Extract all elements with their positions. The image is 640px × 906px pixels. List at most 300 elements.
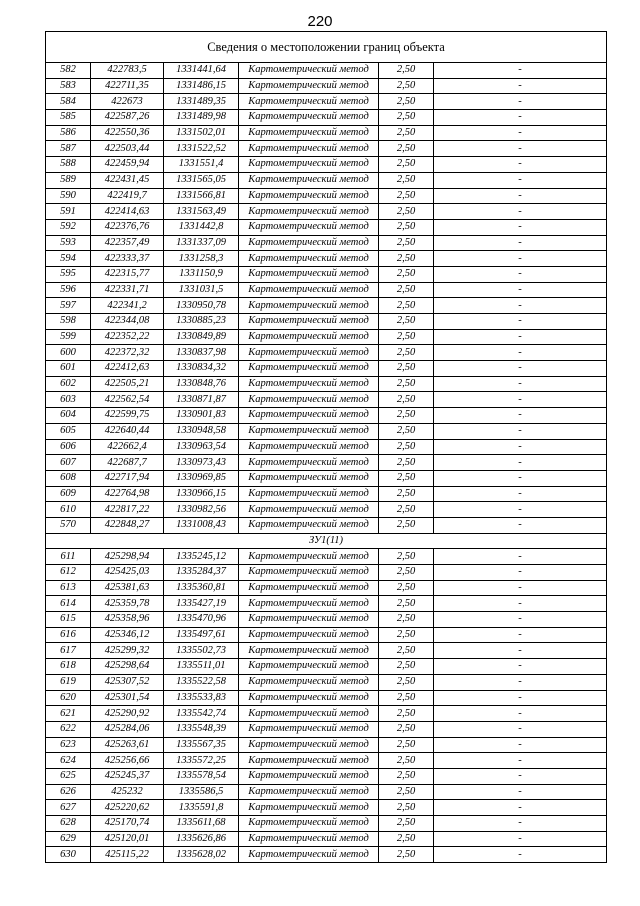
table-row xyxy=(46,172,607,188)
method-cell: Картометрический метод xyxy=(239,110,379,126)
description-cell: - xyxy=(434,753,607,769)
coordinate-y: 1330982,56 xyxy=(164,502,239,518)
coordinate-y: 1331258,3 xyxy=(164,251,239,267)
coordinate-x: 425115,22 xyxy=(91,847,164,863)
method-cell: Картометрический метод xyxy=(239,63,379,79)
coordinate-x: 425307,52 xyxy=(91,674,164,690)
description-cell: - xyxy=(434,361,607,377)
coordinate-y: 1335470,96 xyxy=(164,612,239,628)
description-cell: - xyxy=(434,784,607,800)
point-number: 614 xyxy=(46,596,91,612)
description-cell: - xyxy=(434,423,607,439)
point-number: 622 xyxy=(46,721,91,737)
precision-cell: 2,50 xyxy=(379,235,434,251)
coordinate-y: 1331502,01 xyxy=(164,125,239,141)
coordinate-y: 1331442,8 xyxy=(164,219,239,235)
point-number: 619 xyxy=(46,674,91,690)
coordinate-x: 425381,63 xyxy=(91,580,164,596)
method-cell: Картометрический метод xyxy=(239,643,379,659)
table-row xyxy=(46,580,607,596)
coordinate-x: 425299,32 xyxy=(91,643,164,659)
precision-cell: 2,50 xyxy=(379,721,434,737)
point-number: 618 xyxy=(46,659,91,675)
coordinate-x: 422459,94 xyxy=(91,157,164,173)
coordinate-y: 1331031,5 xyxy=(164,282,239,298)
coordinate-x: 422315,77 xyxy=(91,266,164,282)
point-number: 602 xyxy=(46,376,91,392)
coordinate-x: 422341,2 xyxy=(91,298,164,314)
description-cell: - xyxy=(434,706,607,722)
precision-cell: 2,50 xyxy=(379,768,434,784)
coordinate-y: 1330973,43 xyxy=(164,455,239,471)
coordinate-x: 422505,21 xyxy=(91,376,164,392)
coordinate-y: 1330871,87 xyxy=(164,392,239,408)
precision-cell: 2,50 xyxy=(379,816,434,832)
precision-cell: 2,50 xyxy=(379,392,434,408)
precision-cell: 2,50 xyxy=(379,737,434,753)
method-cell: Картометрический метод xyxy=(239,314,379,330)
method-cell: Картометрический метод xyxy=(239,580,379,596)
method-cell: Картометрический метод xyxy=(239,408,379,424)
precision-cell: 2,50 xyxy=(379,376,434,392)
method-cell: Картометрический метод xyxy=(239,188,379,204)
precision-cell: 2,50 xyxy=(379,314,434,330)
coordinate-x: 425298,64 xyxy=(91,659,164,675)
table-row xyxy=(46,816,607,832)
point-number: 607 xyxy=(46,455,91,471)
coordinate-x: 425256,66 xyxy=(91,753,164,769)
coordinate-y: 1331566,81 xyxy=(164,188,239,204)
method-cell: Картометрический метод xyxy=(239,361,379,377)
table-row xyxy=(46,674,607,690)
description-cell: - xyxy=(434,63,607,79)
precision-cell: 2,50 xyxy=(379,110,434,126)
point-number: 630 xyxy=(46,847,91,863)
table-row xyxy=(46,643,607,659)
coordinate-x: 425284,06 xyxy=(91,721,164,737)
table-row xyxy=(46,690,607,706)
table-header-row xyxy=(46,32,607,63)
coordinate-y: 1331150,9 xyxy=(164,266,239,282)
coordinate-x: 425120,01 xyxy=(91,831,164,847)
method-cell: Картометрический метод xyxy=(239,251,379,267)
coordinate-y: 1330966,15 xyxy=(164,486,239,502)
description-cell: - xyxy=(434,251,607,267)
precision-cell: 2,50 xyxy=(379,439,434,455)
table-row xyxy=(46,219,607,235)
description-cell: - xyxy=(434,517,607,533)
table-row xyxy=(46,392,607,408)
point-number: 606 xyxy=(46,439,91,455)
description-cell: - xyxy=(434,565,607,581)
coordinate-y: 1331522,52 xyxy=(164,141,239,157)
method-cell: Картометрический метод xyxy=(239,800,379,816)
point-number: 629 xyxy=(46,831,91,847)
method-cell: Картометрический метод xyxy=(239,219,379,235)
coordinate-x: 422599,75 xyxy=(91,408,164,424)
point-number: 605 xyxy=(46,423,91,439)
precision-cell: 2,50 xyxy=(379,172,434,188)
method-cell: Картометрический метод xyxy=(239,376,379,392)
precision-cell: 2,50 xyxy=(379,423,434,439)
point-number: 616 xyxy=(46,627,91,643)
point-number: 620 xyxy=(46,690,91,706)
coordinate-y: 1330969,85 xyxy=(164,470,239,486)
point-number: 600 xyxy=(46,345,91,361)
coordinate-x: 425346,12 xyxy=(91,627,164,643)
coordinate-x: 422431,45 xyxy=(91,172,164,188)
coordinate-x: 422503,44 xyxy=(91,141,164,157)
point-number: 570 xyxy=(46,517,91,533)
description-cell: - xyxy=(434,596,607,612)
description-cell: - xyxy=(434,470,607,486)
coordinate-x: 422550,36 xyxy=(91,125,164,141)
coordinate-x: 422414,63 xyxy=(91,204,164,220)
point-number: 624 xyxy=(46,753,91,769)
table-row xyxy=(46,596,607,612)
table-row xyxy=(46,706,607,722)
description-cell: - xyxy=(434,219,607,235)
point-number: 595 xyxy=(46,266,91,282)
coordinate-x: 425301,54 xyxy=(91,690,164,706)
method-cell: Картометрический метод xyxy=(239,659,379,675)
coordinate-y: 1335542,74 xyxy=(164,706,239,722)
coordinate-x: 425263,61 xyxy=(91,737,164,753)
table-row xyxy=(46,659,607,675)
point-number: 597 xyxy=(46,298,91,314)
description-cell: - xyxy=(434,392,607,408)
coordinate-x: 425290,92 xyxy=(91,706,164,722)
coordinate-x: 425358,96 xyxy=(91,612,164,628)
coordinate-y: 1335567,35 xyxy=(164,737,239,753)
description-cell: - xyxy=(434,282,607,298)
precision-cell: 2,50 xyxy=(379,298,434,314)
method-cell: Картометрический метод xyxy=(239,235,379,251)
coordinate-y: 1330948,58 xyxy=(164,423,239,439)
table-row xyxy=(46,612,607,628)
method-cell: Картометрический метод xyxy=(239,565,379,581)
method-cell: Картометрический метод xyxy=(239,345,379,361)
precision-cell: 2,50 xyxy=(379,800,434,816)
method-cell: Картометрический метод xyxy=(239,486,379,502)
table-row xyxy=(46,408,607,424)
point-number: 584 xyxy=(46,94,91,110)
description-cell: - xyxy=(434,314,607,330)
description-cell: - xyxy=(434,612,607,628)
table-row xyxy=(46,94,607,110)
point-number: 599 xyxy=(46,329,91,345)
method-cell: Картометрический метод xyxy=(239,204,379,220)
table-row xyxy=(46,784,607,800)
coordinate-x: 425359,78 xyxy=(91,596,164,612)
method-cell: Картометрический метод xyxy=(239,517,379,533)
description-cell: - xyxy=(434,376,607,392)
table-row xyxy=(46,63,607,79)
precision-cell: 2,50 xyxy=(379,329,434,345)
point-number: 613 xyxy=(46,580,91,596)
description-cell: - xyxy=(434,659,607,675)
coordinate-y: 1335511,01 xyxy=(164,659,239,675)
coordinate-y: 1335626,86 xyxy=(164,831,239,847)
description-cell: - xyxy=(434,125,607,141)
point-number: 617 xyxy=(46,643,91,659)
table-row xyxy=(46,266,607,282)
description-cell: - xyxy=(434,298,607,314)
point-number: 623 xyxy=(46,737,91,753)
point-number: 611 xyxy=(46,549,91,565)
coordinate-x: 422817,22 xyxy=(91,502,164,518)
method-cell: Картометрический метод xyxy=(239,141,379,157)
point-number: 590 xyxy=(46,188,91,204)
description-cell: - xyxy=(434,502,607,518)
table-row xyxy=(46,455,607,471)
coordinate-x: 422687,7 xyxy=(91,455,164,471)
coordinate-x: 422412,63 xyxy=(91,361,164,377)
coordinate-x: 422352,22 xyxy=(91,329,164,345)
table-row xyxy=(46,549,607,565)
precision-cell: 2,50 xyxy=(379,204,434,220)
method-cell: Картометрический метод xyxy=(239,753,379,769)
coordinate-x: 422587,26 xyxy=(91,110,164,126)
precision-cell: 2,50 xyxy=(379,643,434,659)
coordinate-x: 422376,76 xyxy=(91,219,164,235)
description-cell: - xyxy=(434,455,607,471)
coordinate-y: 1330963,54 xyxy=(164,439,239,455)
method-cell: Картометрический метод xyxy=(239,125,379,141)
method-cell: Картометрический метод xyxy=(239,470,379,486)
description-cell: - xyxy=(434,486,607,502)
coordinate-x: 422711,35 xyxy=(91,78,164,94)
description-cell: - xyxy=(434,674,607,690)
precision-cell: 2,50 xyxy=(379,188,434,204)
method-cell: Картометрический метод xyxy=(239,784,379,800)
precision-cell: 2,50 xyxy=(379,659,434,675)
table-row xyxy=(46,188,607,204)
description-cell: - xyxy=(434,690,607,706)
method-cell: Картометрический метод xyxy=(239,439,379,455)
description-cell: - xyxy=(434,408,607,424)
method-cell: Картометрический метод xyxy=(239,94,379,110)
coordinate-y: 1335572,25 xyxy=(164,753,239,769)
point-number: 615 xyxy=(46,612,91,628)
table-row xyxy=(46,78,607,94)
description-cell: - xyxy=(434,737,607,753)
method-cell: Картометрический метод xyxy=(239,690,379,706)
precision-cell: 2,50 xyxy=(379,282,434,298)
point-number: 587 xyxy=(46,141,91,157)
precision-cell: 2,50 xyxy=(379,486,434,502)
coordinate-y: 1335586,5 xyxy=(164,784,239,800)
table-row xyxy=(46,439,607,455)
description-cell: - xyxy=(434,188,607,204)
precision-cell: 2,50 xyxy=(379,455,434,471)
precision-cell: 2,50 xyxy=(379,596,434,612)
method-cell: Картометрический метод xyxy=(239,847,379,863)
coordinate-y: 1335628,02 xyxy=(164,847,239,863)
precision-cell: 2,50 xyxy=(379,580,434,596)
coordinate-x: 422848,27 xyxy=(91,517,164,533)
table-row xyxy=(46,831,607,847)
precision-cell: 2,50 xyxy=(379,847,434,863)
table-row xyxy=(46,329,607,345)
method-cell: Картометрический метод xyxy=(239,502,379,518)
table-row xyxy=(46,768,607,784)
section-row xyxy=(46,533,607,549)
precision-cell: 2,50 xyxy=(379,408,434,424)
point-number: 591 xyxy=(46,204,91,220)
point-number: 603 xyxy=(46,392,91,408)
coordinate-x: 422717,94 xyxy=(91,470,164,486)
precision-cell: 2,50 xyxy=(379,784,434,800)
description-cell: - xyxy=(434,721,607,737)
method-cell: Картометрический метод xyxy=(239,612,379,628)
coordinate-y: 1331489,35 xyxy=(164,94,239,110)
table-row xyxy=(46,517,607,533)
method-cell: Картометрический метод xyxy=(239,816,379,832)
precision-cell: 2,50 xyxy=(379,78,434,94)
description-cell: - xyxy=(434,157,607,173)
method-cell: Картометрический метод xyxy=(239,78,379,94)
method-cell: Картометрический метод xyxy=(239,674,379,690)
coordinate-y: 1331489,98 xyxy=(164,110,239,126)
point-number: 627 xyxy=(46,800,91,816)
point-number: 625 xyxy=(46,768,91,784)
coordinate-y: 1335284,37 xyxy=(164,565,239,581)
table-row xyxy=(46,376,607,392)
coordinate-y: 1330837,98 xyxy=(164,345,239,361)
boundary-table xyxy=(45,31,607,863)
method-cell: Картометрический метод xyxy=(239,266,379,282)
table-row xyxy=(46,282,607,298)
precision-cell: 2,50 xyxy=(379,549,434,565)
precision-cell: 2,50 xyxy=(379,706,434,722)
point-number: 621 xyxy=(46,706,91,722)
coordinate-y: 1330848,76 xyxy=(164,376,239,392)
coordinate-x: 422673 xyxy=(91,94,164,110)
coordinate-y: 1335578,54 xyxy=(164,768,239,784)
precision-cell: 2,50 xyxy=(379,219,434,235)
table-row xyxy=(46,502,607,518)
coordinate-y: 1335591,8 xyxy=(164,800,239,816)
precision-cell: 2,50 xyxy=(379,361,434,377)
table-row xyxy=(46,345,607,361)
point-number: 593 xyxy=(46,235,91,251)
description-cell: - xyxy=(434,110,607,126)
coordinate-x: 422764,98 xyxy=(91,486,164,502)
coordinate-y: 1331441,64 xyxy=(164,63,239,79)
coordinate-x: 425232 xyxy=(91,784,164,800)
description-cell: - xyxy=(434,235,607,251)
description-cell: - xyxy=(434,329,607,345)
table-row xyxy=(46,737,607,753)
table-row xyxy=(46,721,607,737)
description-cell: - xyxy=(434,204,607,220)
method-cell: Картометрический метод xyxy=(239,706,379,722)
coordinate-y: 1335522,58 xyxy=(164,674,239,690)
precision-cell: 2,50 xyxy=(379,831,434,847)
precision-cell: 2,50 xyxy=(379,251,434,267)
table-row xyxy=(46,627,607,643)
table-row xyxy=(46,470,607,486)
description-cell: - xyxy=(434,831,607,847)
coordinate-y: 1330834,32 xyxy=(164,361,239,377)
precision-cell: 2,50 xyxy=(379,690,434,706)
precision-cell: 2,50 xyxy=(379,94,434,110)
table-row xyxy=(46,565,607,581)
coordinate-x: 425220,62 xyxy=(91,800,164,816)
coordinate-y: 1335548,39 xyxy=(164,721,239,737)
coordinate-x: 422357,49 xyxy=(91,235,164,251)
table-row xyxy=(46,251,607,267)
description-cell: - xyxy=(434,549,607,565)
description-cell: - xyxy=(434,768,607,784)
section-label: ЗУ1(11) xyxy=(46,533,607,549)
coordinate-x: 425425,03 xyxy=(91,565,164,581)
coordinate-x: 425170,74 xyxy=(91,816,164,832)
method-cell: Картометрический метод xyxy=(239,157,379,173)
coordinate-y: 1331337,09 xyxy=(164,235,239,251)
description-cell: - xyxy=(434,141,607,157)
method-cell: Картометрический метод xyxy=(239,549,379,565)
description-cell: - xyxy=(434,800,607,816)
point-number: 609 xyxy=(46,486,91,502)
description-cell: - xyxy=(434,94,607,110)
description-cell: - xyxy=(434,847,607,863)
point-number: 586 xyxy=(46,125,91,141)
point-number: 598 xyxy=(46,314,91,330)
method-cell: Картометрический метод xyxy=(239,596,379,612)
point-number: 604 xyxy=(46,408,91,424)
method-cell: Картометрический метод xyxy=(239,737,379,753)
precision-cell: 2,50 xyxy=(379,627,434,643)
table-body xyxy=(46,63,607,863)
table-row xyxy=(46,361,607,377)
method-cell: Картометрический метод xyxy=(239,831,379,847)
coordinate-y: 1335533,83 xyxy=(164,690,239,706)
coordinate-y: 1330849,89 xyxy=(164,329,239,345)
method-cell: Картометрический метод xyxy=(239,298,379,314)
coordinate-y: 1330901,83 xyxy=(164,408,239,424)
table-row xyxy=(46,753,607,769)
coordinate-y: 1335427,19 xyxy=(164,596,239,612)
point-number: 596 xyxy=(46,282,91,298)
table-row xyxy=(46,141,607,157)
coordinate-y: 1331008,43 xyxy=(164,517,239,533)
table-row xyxy=(46,486,607,502)
table-row xyxy=(46,847,607,863)
description-cell: - xyxy=(434,627,607,643)
coordinate-x: 425298,94 xyxy=(91,549,164,565)
table-row xyxy=(46,298,607,314)
precision-cell: 2,50 xyxy=(379,502,434,518)
description-cell: - xyxy=(434,78,607,94)
point-number: 608 xyxy=(46,470,91,486)
precision-cell: 2,50 xyxy=(379,157,434,173)
precision-cell: 2,50 xyxy=(379,565,434,581)
precision-cell: 2,50 xyxy=(379,612,434,628)
precision-cell: 2,50 xyxy=(379,753,434,769)
coordinate-x: 422662,4 xyxy=(91,439,164,455)
method-cell: Картометрический метод xyxy=(239,455,379,471)
description-cell: - xyxy=(434,345,607,361)
point-number: 585 xyxy=(46,110,91,126)
method-cell: Картометрический метод xyxy=(239,392,379,408)
point-number: 626 xyxy=(46,784,91,800)
coordinate-x: 422562,54 xyxy=(91,392,164,408)
precision-cell: 2,50 xyxy=(379,674,434,690)
table-row xyxy=(46,157,607,173)
table-row xyxy=(46,423,607,439)
